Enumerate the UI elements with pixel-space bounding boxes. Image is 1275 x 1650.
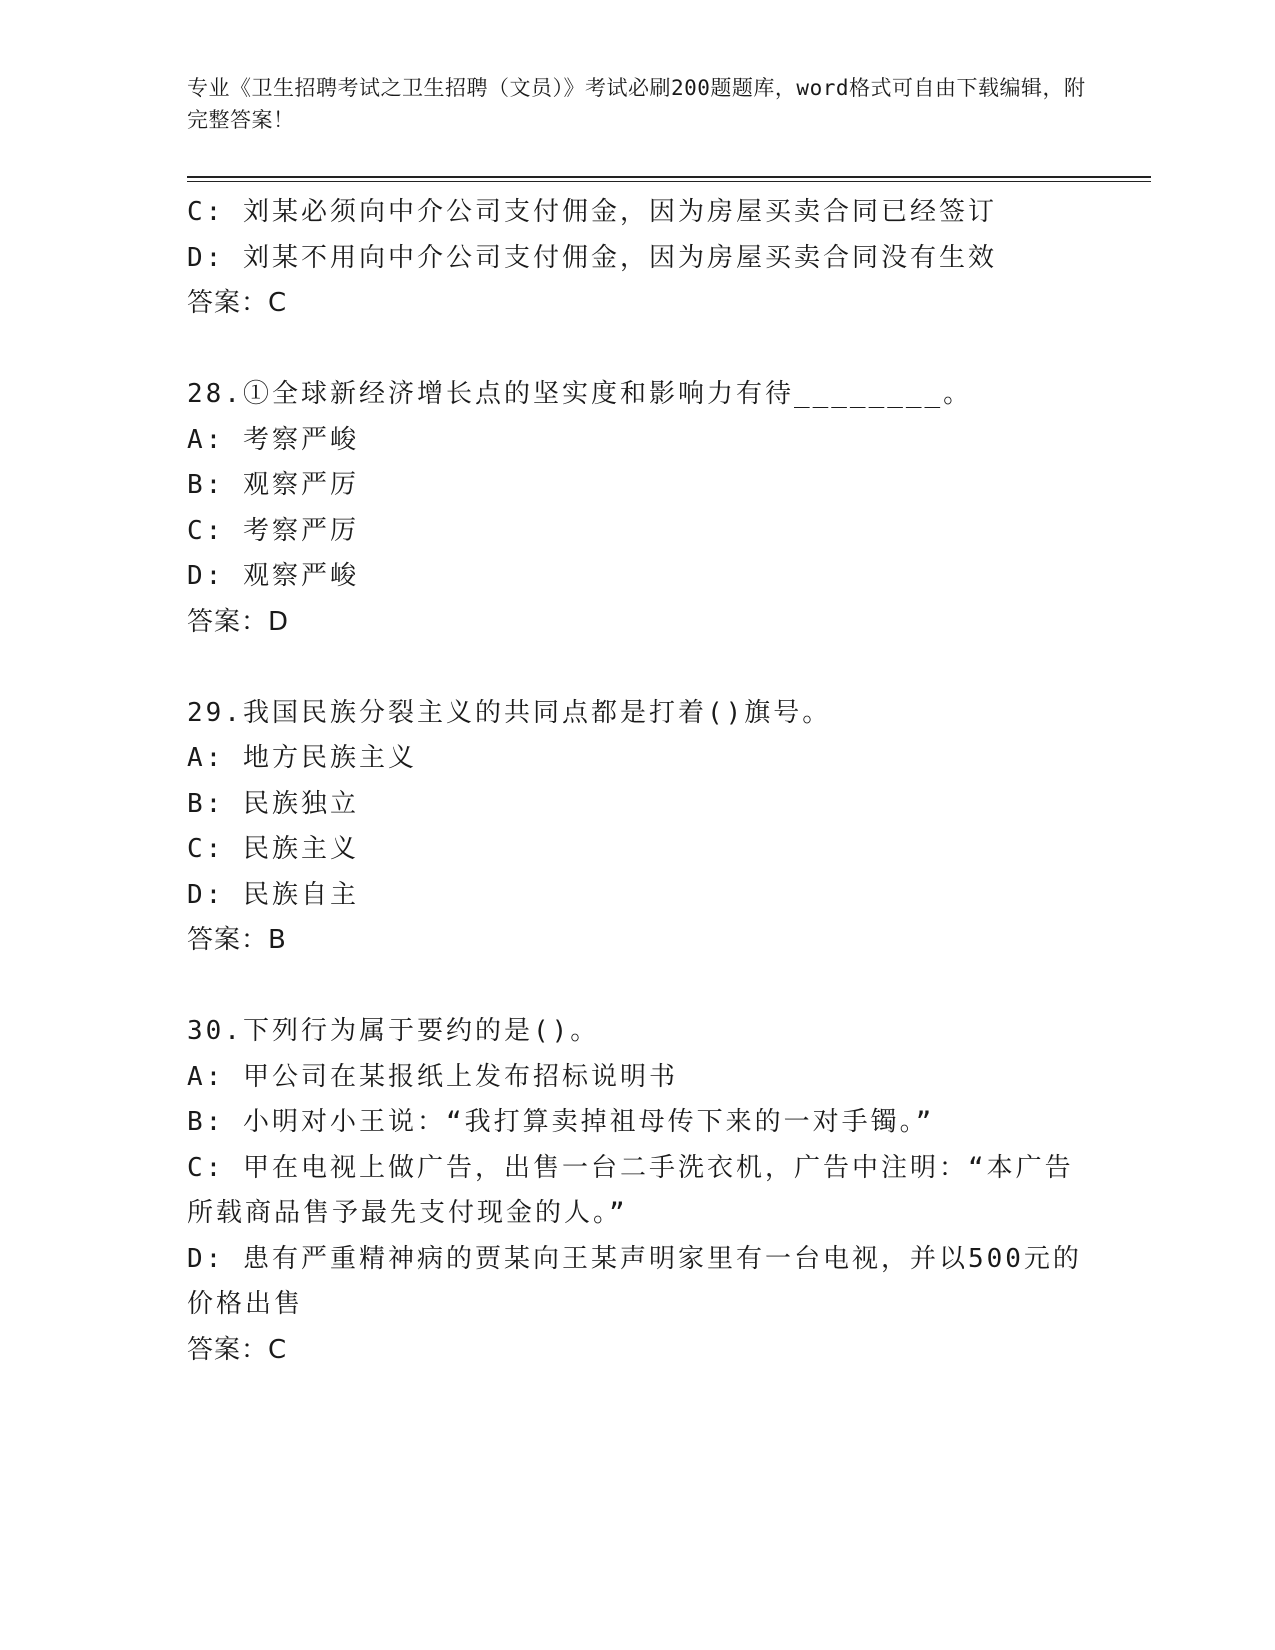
question-27-option-d: D: 刘某不用向中介公司支付佣金，因为房屋买卖合同没有生效 [187,242,997,273]
header-divider-thick [187,176,1151,178]
question-30-option-a: A: 甲公司在某报纸上发布招标说明书 [187,1061,678,1092]
question-29-option-d: D: 民族自主 [187,879,359,910]
question-28 [187,372,1087,645]
question-27-answer: 答案：C [187,288,288,318]
question-27-tail [187,190,1087,327]
document-header: 专业《卫生招聘考试之卫生招聘（文员）》考试必刷200题题库，word格式可自由下载编辑，附完整答案！ [187,76,1086,132]
spacer [187,964,1087,1010]
question-28-option-c: C: 考察严厉 [187,515,359,546]
question-30-option-c: C: 甲在电视上做广告，出售一台二手洗衣机，广告中注明：“本广告所载商品售予最先支付现金的人。” [187,1152,1074,1228]
question-28-text: 28.①全球新经济增长点的坚实度和影响力有待________。 [187,379,973,409]
question-30 [187,1009,1087,1373]
question-28-option-a: A: 考察严峻 [187,424,359,455]
spacer [187,327,1087,373]
question-29 [187,691,1087,964]
spacer [187,645,1087,691]
question-28-option-b: B: 观察严厉 [187,470,359,500]
question-27-option-c: C: 刘某必须向中介公司支付佣金，因为房屋买卖合同已经签订 [187,197,997,227]
question-29-answer: 答案：B [187,925,287,955]
question-content [187,190,1087,1373]
question-29-option-b: B: 民族独立 [187,788,359,819]
question-30-answer: 答案：C [187,1334,288,1365]
question-28-option-d: D: 观察严峻 [187,561,359,591]
question-30-option-b: B: 小明对小王说：“我打算卖掉祖母传下来的一对手镯。” [187,1107,935,1137]
question-29-option-a: A: 地方民族主义 [187,743,417,773]
header-divider-thin [187,181,1151,182]
question-30-text: 30.下列行为属于要约的是()。 [187,1016,600,1046]
question-30-option-d: D: 患有严重精神病的贾某向王某声明家里有一台电视，并以500元的价格出售 [187,1243,1082,1319]
question-29-option-c: C: 民族主义 [187,834,359,864]
question-28-answer: 答案：D [187,606,290,637]
question-29-text: 29.我国民族分裂主义的共同点都是打着()旗号。 [187,697,832,728]
